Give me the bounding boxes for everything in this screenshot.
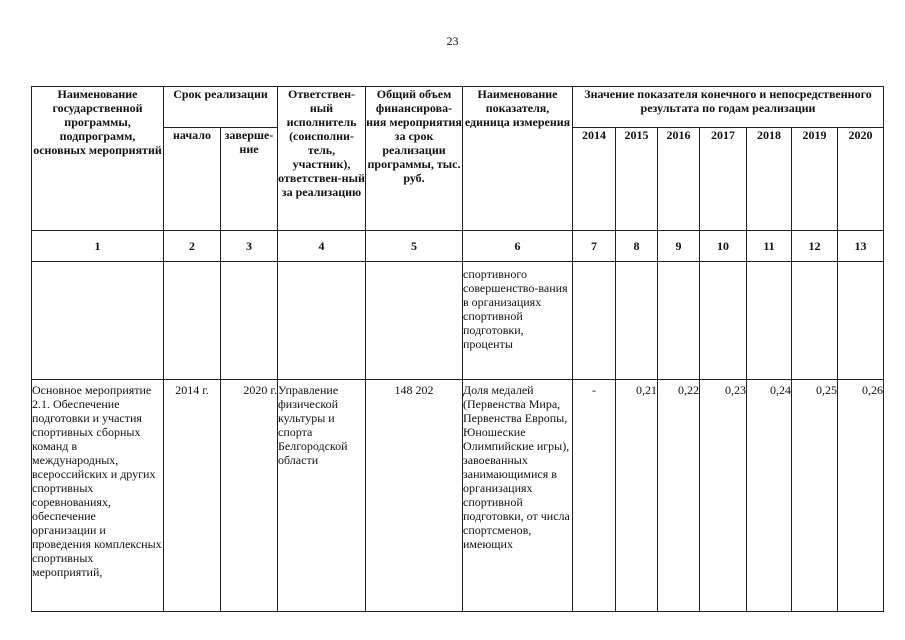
header-name: Наименование государственной программы, подпрограмм, основных мероприятий [32, 87, 164, 231]
column-number: 10 [700, 231, 747, 262]
start-cell [164, 262, 221, 380]
page-number: 23 [446, 34, 459, 48]
header-year: 2015 [616, 128, 658, 231]
executor-cell [278, 262, 366, 380]
program-name-cell [32, 262, 164, 380]
value-cell: 0,25 [792, 380, 838, 612]
header-year: 2016 [658, 128, 700, 231]
column-number: 3 [221, 231, 278, 262]
header-year: 2014 [573, 128, 616, 231]
value-cell: 0,23 [700, 380, 747, 612]
header-row-1 [32, 87, 884, 128]
header-year: 2019 [792, 128, 838, 231]
value-cell [616, 262, 658, 380]
program-name-cell: Основное мероприятие 2.1. Обеспечение подготовки и участия спортивных сборных команд в международных, всероссийских и других спортивных соревнованиях, обеспечение организации и проведения комплексных спортивных мероприятий, [32, 380, 164, 612]
header-end: заверше-ние [221, 128, 278, 231]
value-cell: 0,26 [838, 380, 884, 612]
column-number: 13 [838, 231, 884, 262]
header-indicator: Наименование показателя, единица измерения [463, 87, 573, 231]
column-number: 2 [164, 231, 221, 262]
table-row [32, 262, 884, 380]
header-year: 2018 [747, 128, 792, 231]
financing-cell [366, 262, 463, 380]
header-values: Значение показателя конечного и непосредственного результата по годам реализации [573, 87, 884, 128]
header-financing: Общий объем финансирова-ния мероприятия за срок реализации программы, тыс. руб. [366, 87, 463, 231]
end-cell [221, 262, 278, 380]
header-start: начало [164, 128, 221, 231]
value-cell [573, 262, 616, 380]
column-number: 1 [32, 231, 164, 262]
table-row [32, 380, 884, 612]
value-cell [747, 262, 792, 380]
header-year: 2017 [700, 128, 747, 231]
value-cell: 0,22 [658, 380, 700, 612]
header-period: Срок реализации [164, 87, 278, 128]
value-cell [658, 262, 700, 380]
header-executor: Ответствен-ный исполнитель (соисполни-тель, участник), ответствен-ный за реализацию [278, 87, 366, 231]
value-cell: 0,21 [616, 380, 658, 612]
value-cell [700, 262, 747, 380]
start-cell: 2014 г. [164, 380, 221, 612]
value-cell: 0,24 [747, 380, 792, 612]
value-cell: - [573, 380, 616, 612]
column-number: 8 [616, 231, 658, 262]
column-number: 12 [792, 231, 838, 262]
indicator-cell: Доля медалей (Первенства Мира, Первенства Европы, Юношеские Олимпийские игры), завоеванных занимающимися в организациях спортивной подготовки, от числа спортсменов, имеющих [463, 380, 573, 612]
financing-cell: 148 202 [366, 380, 463, 612]
program-table [31, 86, 884, 612]
executor-cell: Управление физической культуры и спорта Белгородской области [278, 380, 366, 612]
column-number: 7 [573, 231, 616, 262]
column-number: 9 [658, 231, 700, 262]
value-cell [792, 262, 838, 380]
header-year: 2020 [838, 128, 884, 231]
column-number: 11 [747, 231, 792, 262]
end-cell: 2020 г. [221, 380, 278, 612]
value-cell [838, 262, 884, 380]
column-number: 4 [278, 231, 366, 262]
indicator-cell: спортивного совершенство-вания в организациях спортивной подготовки, проценты [463, 262, 573, 380]
column-number: 5 [366, 231, 463, 262]
column-number: 6 [463, 231, 573, 262]
column-number-row [32, 231, 884, 262]
